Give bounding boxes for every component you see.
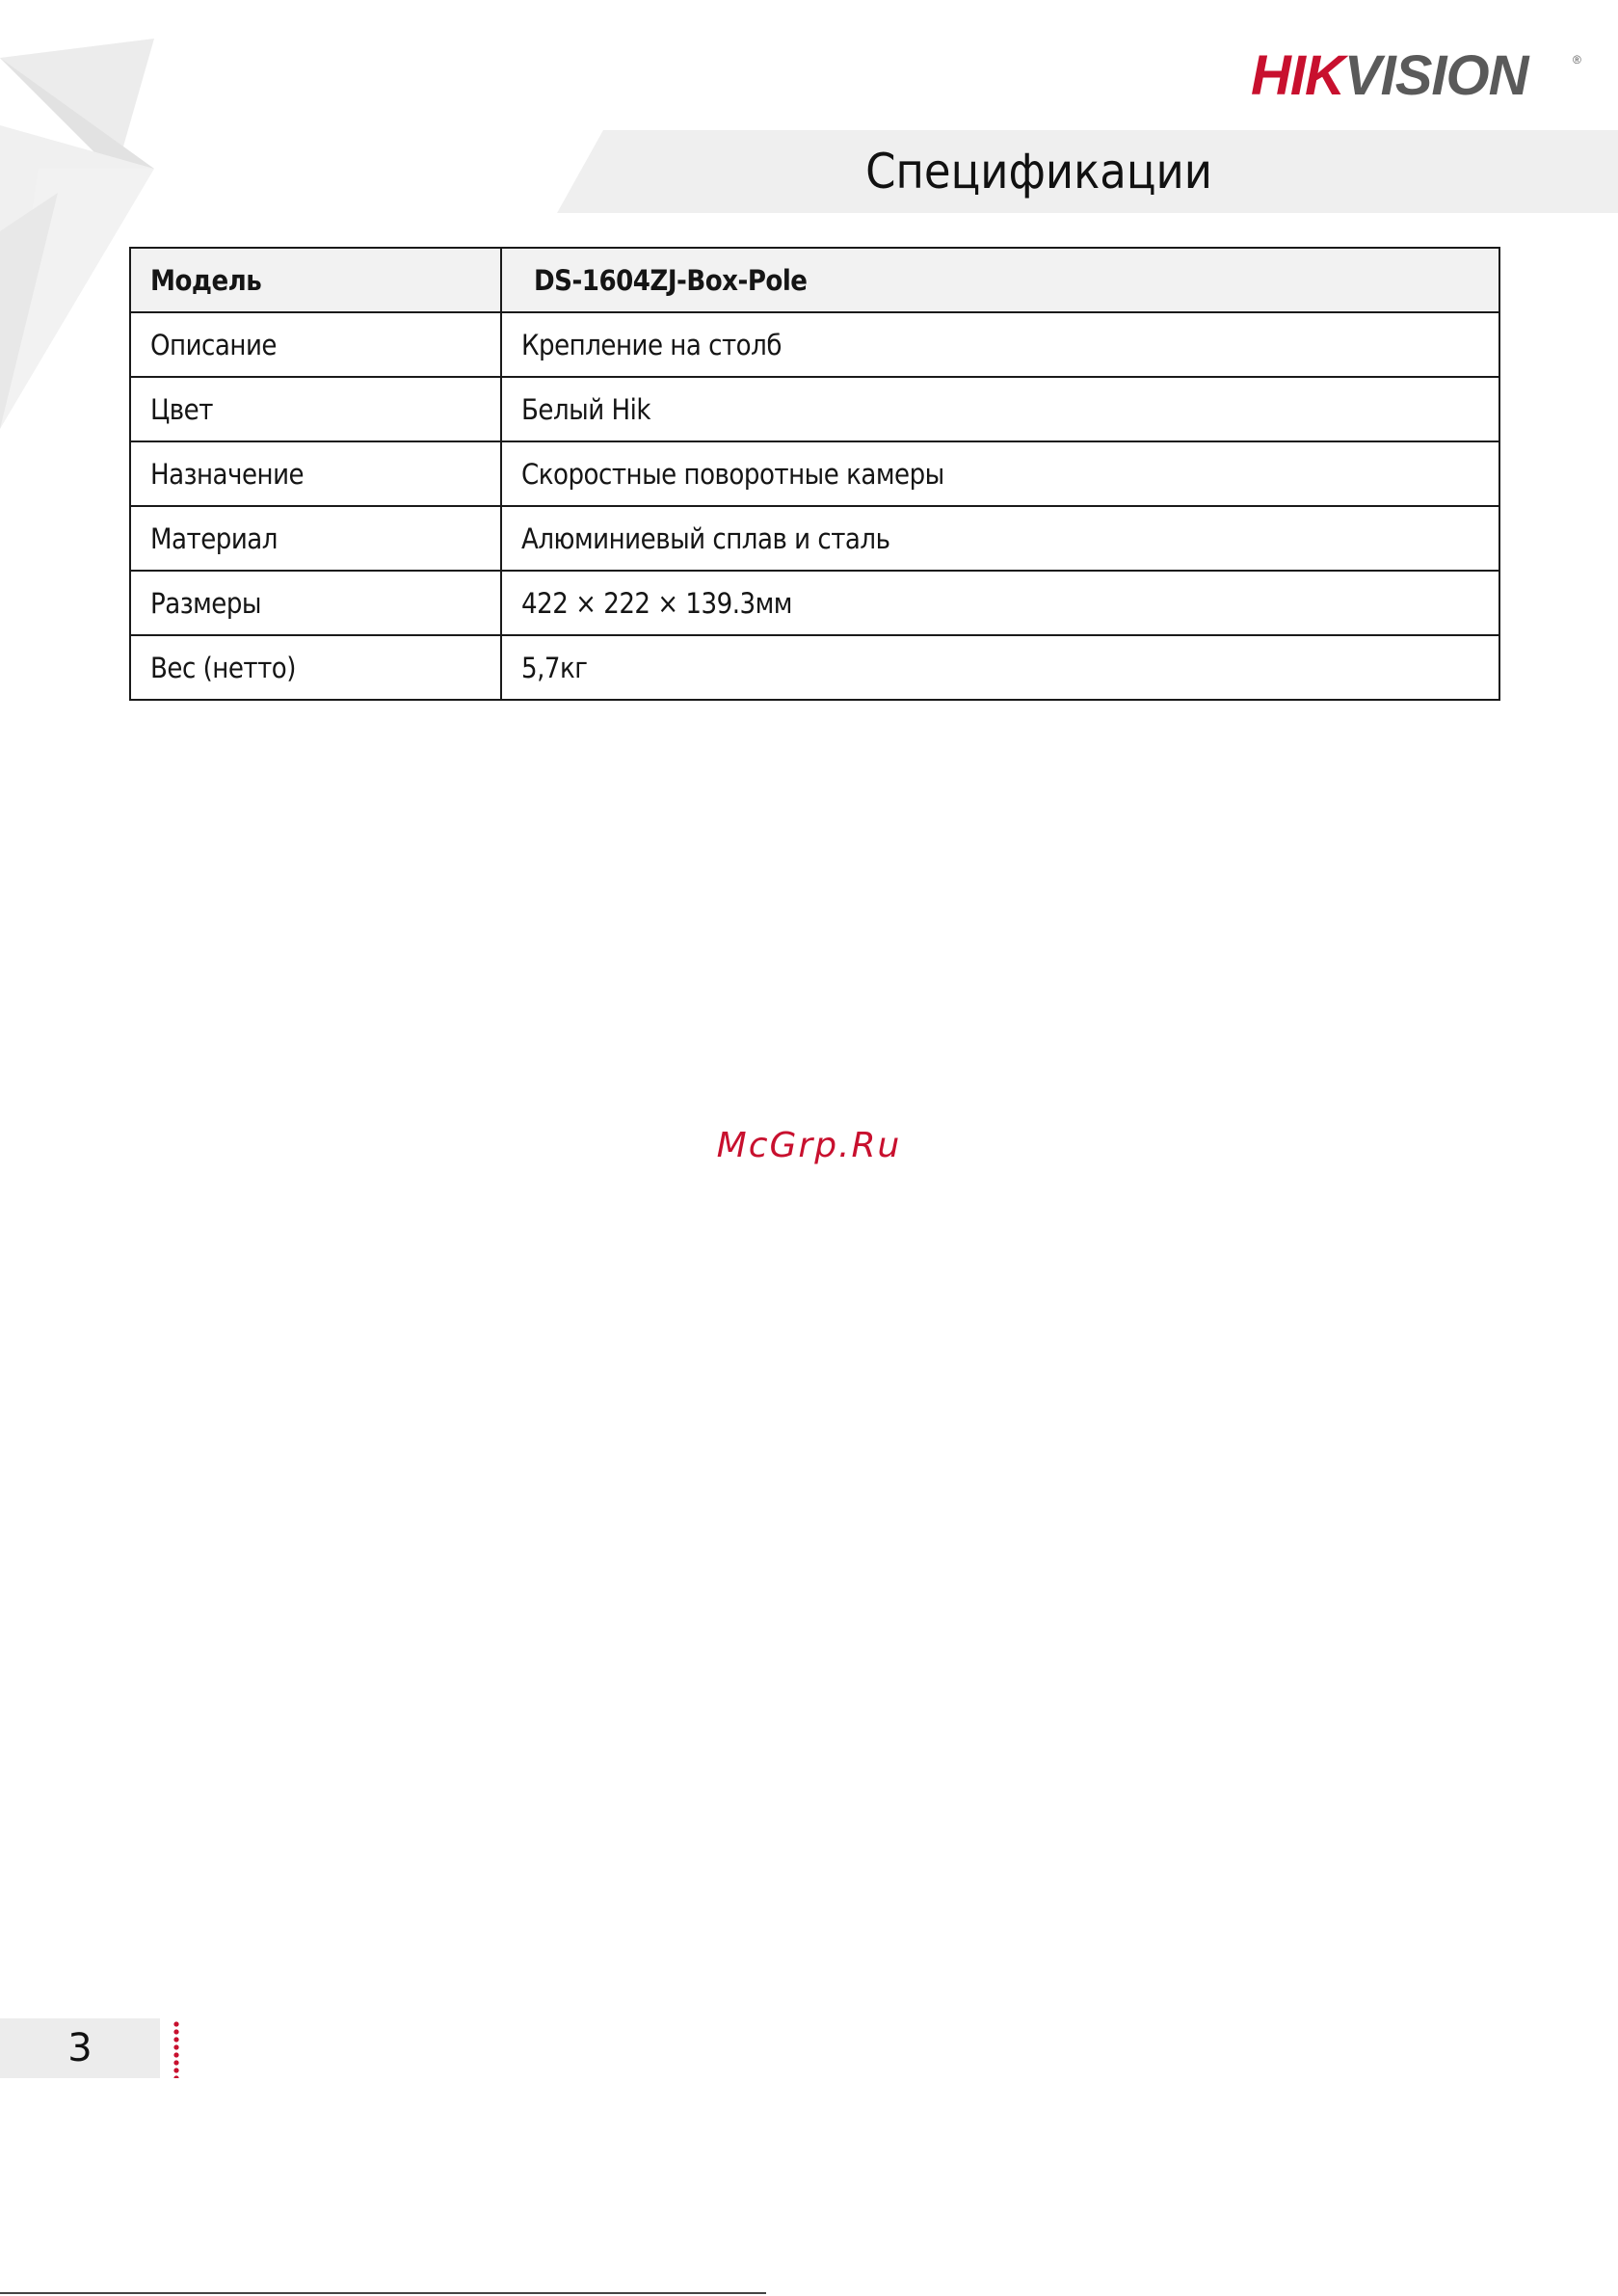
table-row-dimensions xyxy=(130,571,1499,635)
row-value: 5,7кг xyxy=(501,635,1499,700)
hikvision-logo xyxy=(1251,46,1583,104)
row-value: DS-1604ZJ-Box-Pole xyxy=(501,248,1499,312)
row-label: Размеры xyxy=(130,571,501,635)
row-value: Белый Hik xyxy=(501,377,1499,441)
logo-wordmark: HIKVISION xyxy=(1251,46,1528,104)
table-row-description xyxy=(130,312,1499,377)
logo-registered-mark: ® xyxy=(1573,53,1581,67)
watermark-text: McGrp.Ru xyxy=(716,1126,902,1165)
bottom-rule xyxy=(0,2292,766,2294)
table-row-color xyxy=(130,377,1499,441)
spec-table xyxy=(129,247,1500,701)
page-title: Спецификации xyxy=(865,144,1212,200)
row-label: Модель xyxy=(130,248,501,312)
row-value: 422 × 222 × 139.3мм xyxy=(501,571,1499,635)
row-label: Описание xyxy=(130,312,501,377)
table-row-model xyxy=(130,248,1499,312)
row-label: Цвет xyxy=(130,377,501,441)
row-value: Крепление на столб xyxy=(501,312,1499,377)
table-row-purpose xyxy=(130,441,1499,506)
row-label: Материал xyxy=(130,506,501,571)
table-row-weight xyxy=(130,635,1499,700)
row-value: Алюминиевый сплав и сталь xyxy=(501,506,1499,571)
row-label: Назначение xyxy=(130,441,501,506)
page-number: 3 xyxy=(67,2026,93,2070)
row-value: Скоростные поворотные камеры xyxy=(501,441,1499,506)
row-label: Вес (нетто) xyxy=(130,635,501,700)
table-row-material xyxy=(130,506,1499,571)
dotted-separator xyxy=(173,2020,179,2078)
